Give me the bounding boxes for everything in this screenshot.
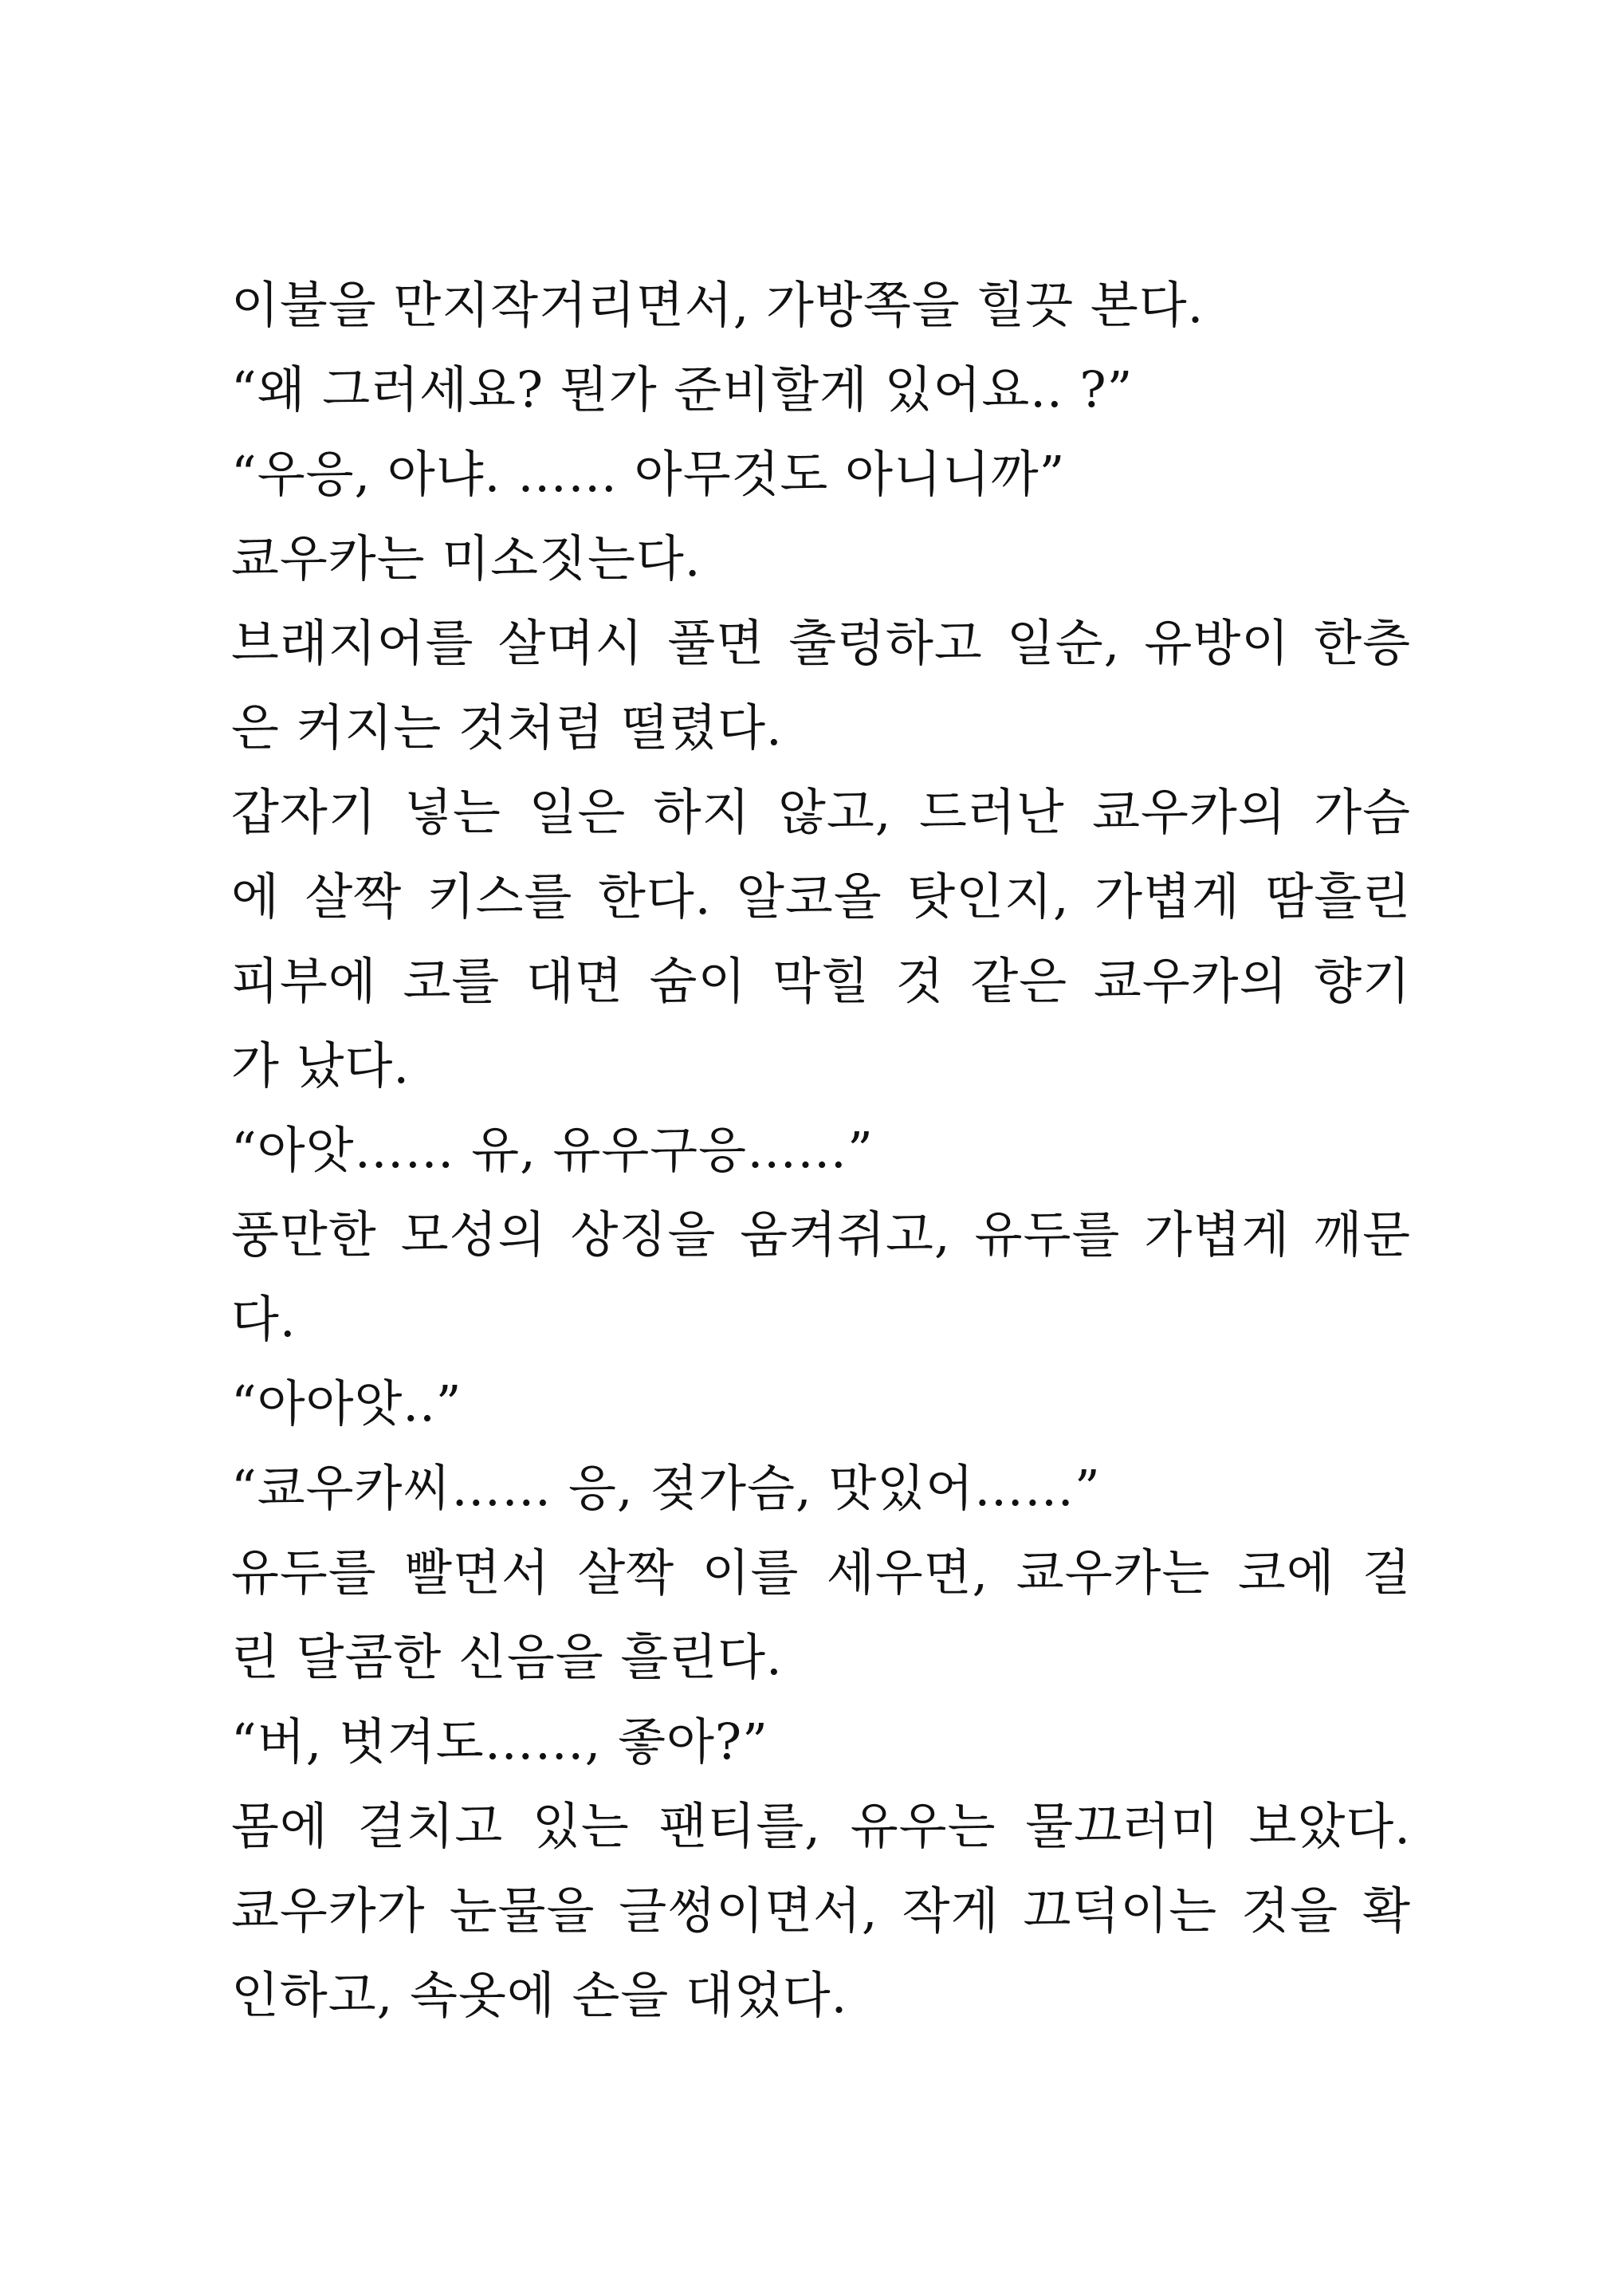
- text-line: “아앗…… 유, 유우구응……”: [231, 1121, 874, 1179]
- text-line: “버, 벗겨도……, 좋아?”: [231, 1712, 768, 1771]
- text-line: 풍만한 모성의 상징을 움켜쥐고, 유두를 가볍게 깨문: [231, 1205, 1411, 1264]
- text-line: 몸에 걸치고 있는 팬티를, 유우는 물끄러미 보았다.: [231, 1797, 1411, 1855]
- text-line: 이불을 만지작거리면서, 가방쪽을 힐끗 본다.: [231, 276, 1204, 334]
- text-line: 인하고, 속옷에 손을 대었다.: [231, 1966, 848, 2024]
- text-line: 쿄우카가 눈물을 글썽이면서, 작게 끄덕이는 것을 확: [231, 1881, 1411, 1940]
- text-line: 브래지어를 살며시 풀면 출렁하고 일순, 유방이 한층: [231, 614, 1411, 672]
- text-line: 유두를 빨면서 살짝 이를 세우면, 쿄우카는 코에 걸: [231, 1543, 1411, 1602]
- text-line: 린 달콤한 신음을 흘린다.: [231, 1628, 783, 1686]
- text-line: “아아앗..”: [231, 1374, 462, 1433]
- text-line: 갑자기 넣는 일은 하지 않고, 드러난 쿄우카의 가슴: [231, 783, 1411, 841]
- text-line: 에 살짝 키스를 한다. 알코올 탓인지, 가볍게 땀흘린: [231, 867, 1411, 926]
- text-line: 가 났다.: [231, 1036, 411, 1095]
- body-text: [231, 263, 1411, 2038]
- text-line: “쿄우카씨…… 응, 젖가슴, 맛있어……”: [231, 1459, 1101, 1517]
- text-line: 다.: [231, 1290, 297, 1348]
- text-line: 피부에 코를 대면 숨이 막힐 것 같은 쿄우카의 향기: [231, 952, 1411, 1010]
- text-line: “왜 그러세요? 뭔가 준비할게 있어요.. ?”: [231, 360, 1134, 419]
- text-line: “우응, 아냐. …… 아무것도 아니니까”: [231, 445, 1066, 503]
- text-line: 쿄우카는 미소짓는다.: [231, 529, 701, 588]
- text-line: 은 커지는 것처럼 떨렸다.: [231, 698, 783, 757]
